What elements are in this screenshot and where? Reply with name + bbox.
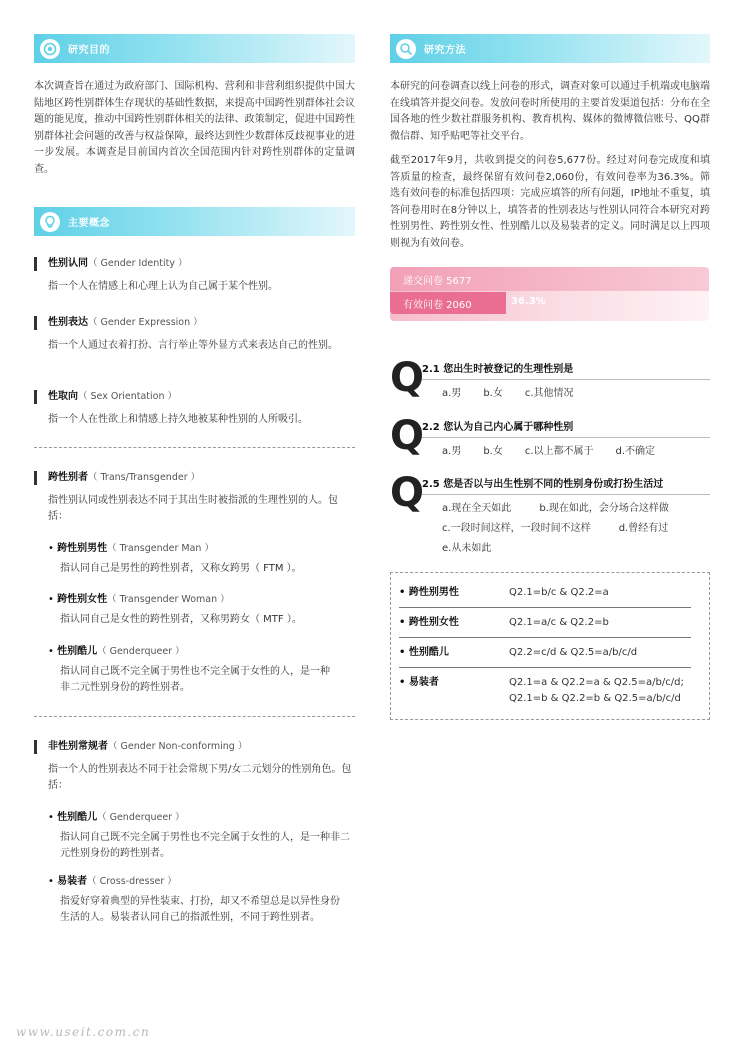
sub-name: 易装者 (57, 876, 88, 887)
term-name: 性别认同 (48, 258, 88, 269)
def-value-2: Q2.1=b & Q2.2=b & Q2.5=a/b/c/d (509, 693, 681, 704)
term-sex-orientation (34, 390, 355, 428)
sub-en: （ Genderqueer ） (97, 646, 185, 657)
q-mark: Q (390, 355, 425, 401)
method-text-2: 截至2017年9月，共收到提交的问卷5,677份。经过对问卷完成度和填答质量的检查，最终保留有效问卷2,060份，有效问卷率为36.3%。筛选有效问卷的标准包括四项：完成应填答的所有问题，IP地址不重复，填答问卷用时在8分钟以上，填答者的性别表达与性别认同符合本研究对跨性别男性、跨性别女性、性别酷儿以及易装者的定义。同时满足以上四项则视为有效问卷。 (390, 155, 710, 249)
def-underline (399, 667, 691, 668)
term-gender-expression (34, 316, 355, 354)
term-name: 跨性别者 (48, 472, 88, 483)
option: c.其他情况 (524, 388, 574, 399)
def-value: Q2.1=b/c & Q2.2=a (509, 587, 609, 598)
valid-label: 有效问卷 2060 (403, 300, 472, 311)
option: a.男 (442, 388, 462, 399)
sub-trans-woman: • 跨性别女性（ Transgender Woman ） 指认同自己是女性的跨性别者，又称男跨女（ MTF ）。 (34, 593, 355, 628)
term-desc: 指一个人在情感上和心理上认为自己属于某个性别。 (48, 281, 278, 292)
term-en: （ Gender Identity ） (88, 258, 188, 269)
valid-rate: 36.3% (511, 296, 546, 307)
question-options (442, 442, 677, 462)
sub-en: （ Transgender Man ） (107, 543, 214, 554)
option: b.现在如此，会分场合这样做 (539, 503, 669, 514)
question-title: 2.2 您认为自己内心属于哪种性别 (422, 422, 574, 433)
option: e.从未如此 (442, 543, 492, 554)
sub-desc: 指爱好穿着典型的异性装束、打扮，却又不希望总是以异性身份生活的人。易装者认同自己的指派性别，不同于跨性别者。 (60, 896, 340, 923)
term-desc: 指一个人通过衣着打扮、言行举止等外显方式来表达自己的性别。 (48, 340, 338, 351)
option: d.不确定 (615, 446, 656, 457)
option: b.女 (483, 446, 503, 457)
sub-name: 跨性别男性 (57, 543, 108, 554)
term-en: （ Gender Expression ） (88, 317, 203, 328)
purpose-text: 本次调查旨在通过为政府部门、国际机构、营利和非营利组织提供中国大陆地区跨性别群体生存现状的基础性数据，来提高中国跨性别群体社会议题的能见度，推动中国跨性别群体相关的法律、政策制定，促进中国跨性别群体社会问题的改善与权益保障，最终达到性少数群体反歧视事业的进一步发展。本调查是目前国内首次全国范围内针对跨性别群体的定量调查。 (34, 81, 355, 175)
def-name: 跨性别男性 (408, 587, 459, 598)
option: c.一段时间这样，一段时间不这样 (442, 523, 591, 534)
sub-name: 性别酷儿 (57, 646, 98, 657)
question-underline (422, 494, 710, 495)
sub-cross-dresser: • 易装者（ Cross-dresser ） 指爱好穿着典型的异性装束、打扮，却又不希望总是以异性身份生活的人。易装者认同自己的指派性别，不同于跨性别者。 (34, 875, 355, 926)
question-underline (422, 437, 710, 438)
term-nonconforming (34, 740, 355, 794)
term-desc: 指性别认同或性别表达不同于其出生时被指派的生理性别的人。包括： (48, 495, 338, 522)
option: d.曾经有过 (618, 523, 669, 534)
concepts-title: 主要概念 (68, 218, 110, 229)
option: c.以上都不属于 (524, 446, 594, 457)
sub-nonconf-genderqueer: • 性别酷儿（ Genderqueer ） 指认同自己既不完全属于男性也不完全属于女性的人，是一种非二元性别身份的跨性别者。 (34, 811, 355, 862)
submitted-bar (390, 267, 709, 291)
term-name: 性别表达 (48, 317, 88, 328)
concepts-header (34, 207, 355, 236)
method-title: 研究方法 (424, 45, 466, 56)
sub-en: （ Transgender Woman ） (107, 594, 230, 605)
sub-en: （ Genderqueer ） (97, 812, 185, 823)
method-header (390, 34, 710, 63)
sub-desc: 指认同自己既不完全属于男性也不完全属于女性的人，是一种非二元性别身份的跨性别者。 (60, 832, 350, 859)
question-options (442, 499, 669, 559)
sub-name: 性别酷儿 (57, 812, 98, 823)
term-gender-identity (34, 257, 355, 295)
term-en: （ Trans/Transgender ） (88, 472, 201, 483)
q-mark: Q (390, 470, 425, 516)
divider (34, 447, 355, 448)
sub-genderqueer: • 性别酷儿（ Genderqueer ） 指认同自己既不完全属于男性也不完全属于女性的人，是一种非二元性别身份的跨性别者。 (34, 645, 355, 696)
option: a.男 (442, 446, 462, 457)
question-options (442, 384, 596, 404)
sub-en: （ Cross-dresser ） (87, 876, 177, 887)
term-en: （ Gender Non-conforming ） (108, 741, 248, 752)
method-text-1: 本研究的问卷调查以线上问卷的形式，调查对象可以通过手机端或电脑端在线填答并提交问卷。发放问卷时所使用的主要首发渠道包括：分布在全国各地的性少数社群服务机构、教育机构、媒体的微博微信账号、QQ群微信群、知乎贴吧等社交平台。 (390, 81, 710, 142)
q-mark: Q (390, 413, 425, 459)
def-name: 跨性别女性 (408, 617, 459, 628)
term-desc: 指一个人在性欲上和情感上持久地被某种性别的人所吸引。 (48, 414, 308, 425)
term-desc: 指一个人的性别表达不同于社会常规下男/女二元划分的性别角色。包括： (48, 764, 352, 791)
sub-desc: 指认同自己既不完全属于男性也不完全属于女性的人，是一种非二元性别身份的跨性别者。 (60, 666, 330, 693)
purpose-title: 研究目的 (68, 45, 110, 56)
def-value: Q2.1=a/c & Q2.2=b (509, 617, 609, 628)
term-name: 非性别常规者 (48, 741, 108, 752)
lightbulb-icon (40, 212, 60, 232)
term-transgender (34, 471, 355, 525)
purpose-header (34, 34, 355, 63)
question-title: 2.1 您出生时被登记的生理性别是 (422, 364, 574, 375)
question-underline (422, 379, 710, 380)
questionnaire-bars (390, 267, 709, 321)
def-name: 易装者 (408, 677, 439, 688)
submitted-label: 递交问卷 5677 (403, 276, 472, 287)
def-value: Q2.1=a & Q2.2=a & Q2.5=a/b/c/d; (509, 677, 684, 688)
def-value: Q2.2=c/d & Q2.5=a/b/c/d (509, 647, 638, 658)
def-name: 性别酷儿 (408, 647, 449, 658)
def-underline (399, 637, 691, 638)
option: b.女 (483, 388, 503, 399)
sub-desc: 指认同自己是女性的跨性别者，又称男跨女（ MTF ）。 (60, 614, 302, 625)
target-icon (40, 39, 60, 59)
sub-name: 跨性别女性 (57, 594, 108, 605)
sub-trans-man: • 跨性别男性（ Transgender Man ） 指认同自己是男性的跨性别者，又称女跨男（ FTM ）。 (34, 542, 355, 577)
magnifier-icon (396, 39, 416, 59)
sub-desc: 指认同自己是男性的跨性别者，又称女跨男（ FTM ）。 (60, 563, 302, 574)
term-name: 性取向 (48, 391, 78, 402)
option: a.现在全天如此 (442, 503, 512, 514)
definition-box: • 跨性别男性 Q2.1=b/c & Q2.2=a • 跨性别女性 Q2.1=a/c & Q2.2=b • 性别酷儿 Q2.2=c/d & Q2.5=a/b/c/d • 易装者 Q2.1=a & Q2.2=a & Q2.5=a/b/c/d; Q2.1=b & Q2.2=b & Q2.5=a/b/c/d (390, 572, 710, 720)
divider (34, 716, 355, 717)
valid-bar (390, 292, 506, 314)
def-underline (399, 607, 691, 608)
watermark: www.useit.com.cn (16, 1025, 151, 1039)
term-en: （ Sex Orientation ） (78, 391, 178, 402)
question-title: 2.5 您是否以与出生性别不同的性别身份或打扮生活过 (422, 479, 664, 490)
